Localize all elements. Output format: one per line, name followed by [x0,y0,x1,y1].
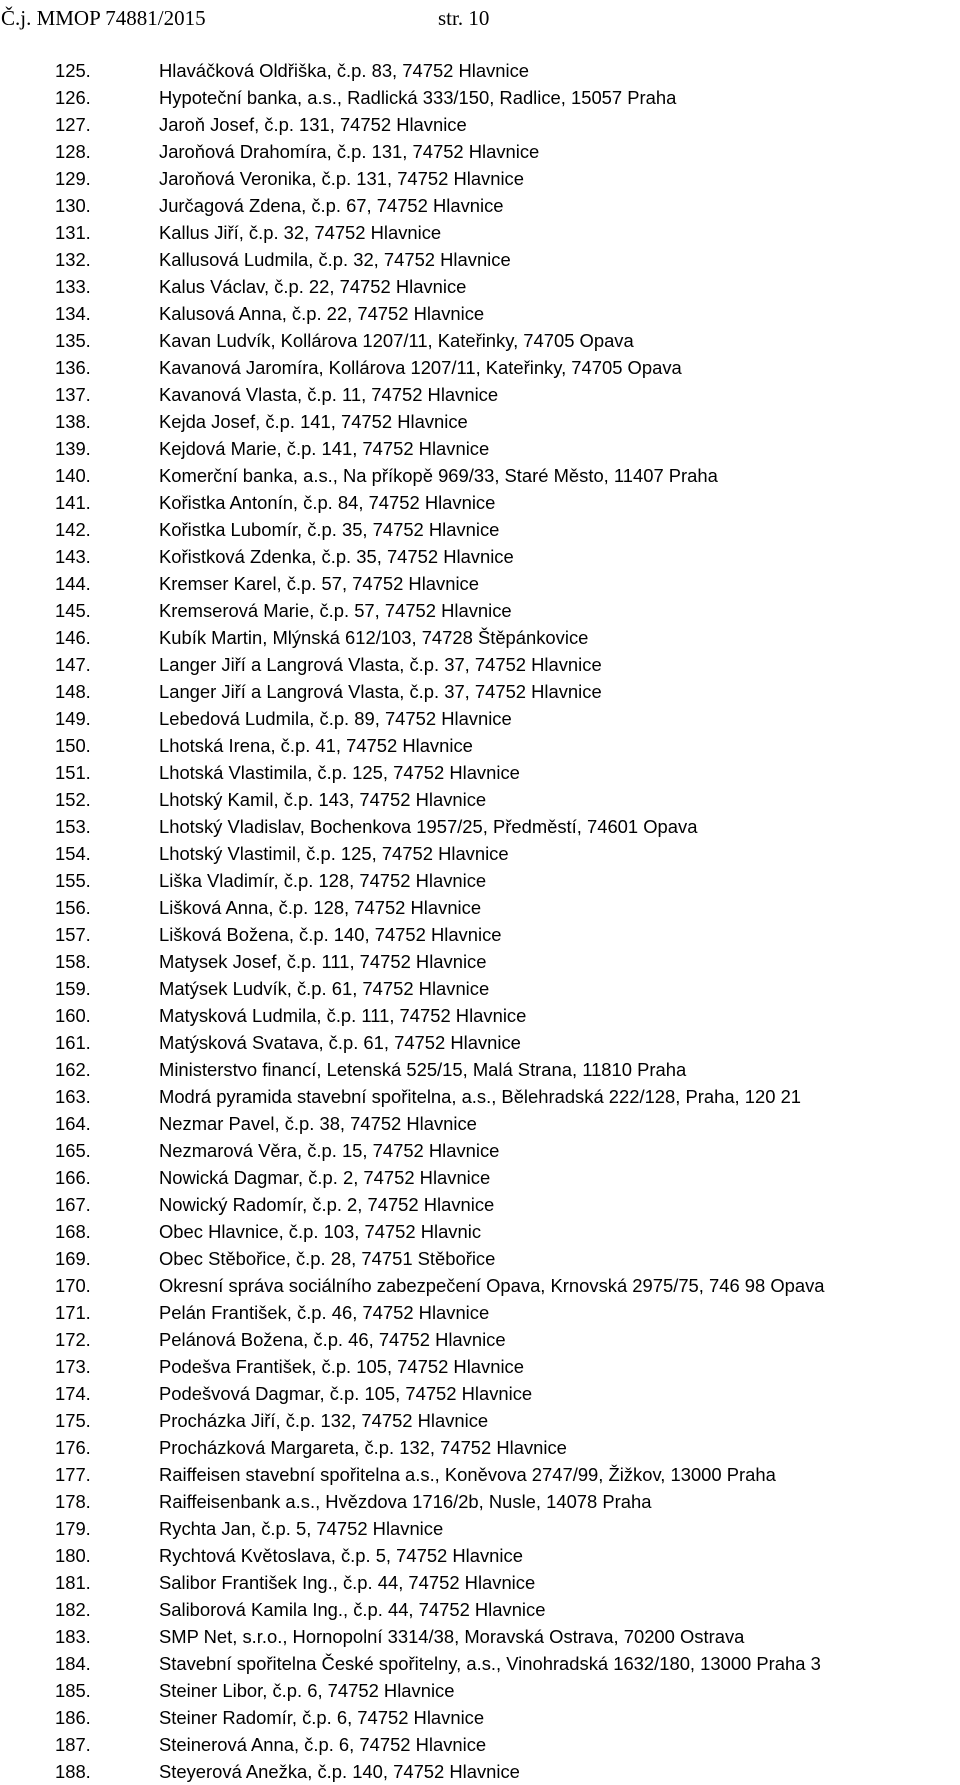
list-item-number: 188. [55,1761,91,1782]
list-item [0,651,960,678]
page-header [0,3,960,33]
list-item-number: 125. [55,60,91,81]
list-item-text: Kalusová Anna, č.p. 22, 74752 Hlavnice [159,303,485,324]
list-item [0,462,960,489]
list-item [0,219,960,246]
list-item-text: Langer Jiří a Langrová Vlasta, č.p. 37, 74752 Hlavnice [159,681,602,702]
list-item-number: 167. [55,1194,91,1215]
list-item-text: Salibor František Ing., č.p. 44, 74752 Hlavnice [159,1572,536,1593]
list-item-number: 176. [55,1437,91,1458]
list-item-number: 174. [55,1383,91,1404]
list-item [0,84,960,111]
list-item [0,1353,960,1380]
list-item-text: Podešva František, č.p. 105, 74752 Hlavnice [159,1356,524,1377]
list-item [0,300,960,327]
list-item-text: Steiner Libor, č.p. 6, 74752 Hlavnice [159,1680,455,1701]
list-item-number: 155. [55,870,91,891]
list-item-number: 165. [55,1140,91,1161]
list-item-number: 179. [55,1518,91,1539]
list-item [0,111,960,138]
list-item-number: 133. [55,276,91,297]
list-item [0,57,960,84]
list-item [0,975,960,1002]
list-item-text: Rychta Jan, č.p. 5, 74752 Hlavnice [159,1518,444,1539]
list-item-text: Liška Vladimír, č.p. 128, 74752 Hlavnice [159,870,487,891]
list-item-number: 141. [55,492,91,513]
list-item-number: 135. [55,330,91,351]
list-item-text: Matysková Ludmila, č.p. 111, 74752 Hlavnice [159,1005,527,1026]
list-item [0,1434,960,1461]
list-item-text: Procházka Jiří, č.p. 132, 74752 Hlavnice [159,1410,489,1431]
list-item [0,813,960,840]
list-item [0,678,960,705]
list-item [0,1191,960,1218]
list-item-text: Kavanová Vlasta, č.p. 11, 74752 Hlavnice [159,384,499,405]
list-item [0,597,960,624]
list-item [0,570,960,597]
list-item-text: Rychtová Květoslava, č.p. 5, 74752 Hlavnice [159,1545,523,1566]
list-item-number: 130. [55,195,91,216]
list-item-number: 168. [55,1221,91,1242]
list-item [0,1623,960,1650]
list-item-number: 128. [55,141,91,162]
list-item-number: 138. [55,411,91,432]
list-item-text: Ministerstvo financí, Letenská 525/15, Malá Strana, 11810 Praha [159,1059,687,1080]
list-item-number: 177. [55,1464,91,1485]
list-item [0,867,960,894]
list-item-number: 146. [55,627,91,648]
list-item-number: 187. [55,1734,91,1755]
list-item-text: Stavební spořitelna České spořitelny, a.s., Vinohradská 1632/180, 13000 Praha 3 [159,1653,821,1674]
list-item-text: Jaroňová Veronika, č.p. 131, 74752 Hlavnice [159,168,524,189]
list-item [0,516,960,543]
list-item-text: Langer Jiří a Langrová Vlasta, č.p. 37, 74752 Hlavnice [159,654,602,675]
list-item-number: 129. [55,168,91,189]
list-item [0,948,960,975]
list-item-text: Lišková Božena, č.p. 140, 74752 Hlavnice [159,924,502,945]
list-item [0,1569,960,1596]
list-item [0,246,960,273]
list-item-number: 156. [55,897,91,918]
list-item [0,1731,960,1758]
list-item-number: 127. [55,114,91,135]
list-item-text: Hypoteční banka, a.s., Radlická 333/150, Radlice, 15057 Praha [159,87,677,108]
list-item [0,1083,960,1110]
list-item [0,273,960,300]
list-item-text: Lhotská Irena, č.p. 41, 74752 Hlavnice [159,735,473,756]
list-item-text: Nowická Dagmar, č.p. 2, 74752 Hlavnice [159,1167,491,1188]
list-item [0,921,960,948]
list-item-text: Matýsek Ludvík, č.p. 61, 74752 Hlavnice [159,978,490,999]
list-item [0,1704,960,1731]
list-item [0,732,960,759]
list-item-text: Nezmarová Věra, č.p. 15, 74752 Hlavnice [159,1140,500,1161]
list-item [0,408,960,435]
list-item-number: 159. [55,978,91,999]
page-number: str. 10 [438,6,490,30]
list-item-text: Kejda Josef, č.p. 141, 74752 Hlavnice [159,411,468,432]
list-item [0,543,960,570]
list-item-number: 154. [55,843,91,864]
list-item [0,1029,960,1056]
list-item [0,705,960,732]
list-item-text: Lhotský Vladislav, Bochenkova 1957/25, Předměstí, 74601 Opava [159,816,698,837]
list-item-number: 144. [55,573,91,594]
list-item-number: 142. [55,519,91,540]
list-item-number: 171. [55,1302,91,1323]
list-item-number: 158. [55,951,91,972]
list-item [0,1515,960,1542]
list-item-text: Kallusová Ludmila, č.p. 32, 74752 Hlavnice [159,249,511,270]
list-item [0,1542,960,1569]
list-item-number: 152. [55,789,91,810]
list-item-text: Podešvová Dagmar, č.p. 105, 74752 Hlavnice [159,1383,533,1404]
list-item-text: Lišková Anna, č.p. 128, 74752 Hlavnice [159,897,482,918]
list-item-number: 149. [55,708,91,729]
list-item [0,786,960,813]
list-item-number: 181. [55,1572,91,1593]
list-item-number: 169. [55,1248,91,1269]
list-item-text: Matysek Josef, č.p. 111, 74752 Hlavnice [159,951,487,972]
list-item [0,1299,960,1326]
list-item-number: 139. [55,438,91,459]
list-item-number: 180. [55,1545,91,1566]
list-item-number: 164. [55,1113,91,1134]
list-item-text: Kremserová Marie, č.p. 57, 74752 Hlavnice [159,600,512,621]
list-item-number: 126. [55,87,91,108]
list-item [0,1245,960,1272]
list-item-text: Kalus Václav, č.p. 22, 74752 Hlavnice [159,276,467,297]
list-item-text: Jurčagová Zdena, č.p. 67, 74752 Hlavnice [159,195,504,216]
list-item-number: 147. [55,654,91,675]
list-item [0,489,960,516]
list-item [0,1677,960,1704]
list-item-text: Procházková Margareta, č.p. 132, 74752 Hlavnice [159,1437,567,1458]
list-item-number: 131. [55,222,91,243]
list-item [0,1407,960,1434]
list-item [0,894,960,921]
list-item [0,1461,960,1488]
list-item-text: Jaroň Josef, č.p. 131, 74752 Hlavnice [159,114,467,135]
list-item [0,840,960,867]
list-item [0,1002,960,1029]
list-item-text: Obec Stěbořice, č.p. 28, 74751 Stěbořice [159,1248,496,1269]
list-item-text: Kubík Martin, Mlýnská 612/103, 74728 Štěpánkovice [159,627,589,648]
list-item-text: Steiner Radomír, č.p. 6, 74752 Hlavnice [159,1707,485,1728]
list-item-number: 183. [55,1626,91,1647]
list-item-number: 175. [55,1410,91,1431]
list-item-text: Okresní správa sociálního zabezpečení Opava, Krnovská 2975/75, 746 98 Opava [159,1275,825,1296]
list-item-text: Kořistka Antonín, č.p. 84, 74752 Hlavnice [159,492,496,513]
list-item-number: 148. [55,681,91,702]
list-item-text: Lhotský Kamil, č.p. 143, 74752 Hlavnice [159,789,487,810]
list-item [0,1596,960,1623]
list-item [0,192,960,219]
list-item [0,1218,960,1245]
list-item [0,354,960,381]
list-item-text: Kremser Karel, č.p. 57, 74752 Hlavnice [159,573,479,594]
list-item [0,1488,960,1515]
list-item-text: Pelánová Božena, č.p. 46, 74752 Hlavnice [159,1329,506,1350]
list-item-text: Raiffeisen stavební spořitelna a.s., Koněvova 2747/99, Žižkov, 13000 Praha [159,1464,776,1485]
list-item-text: Kallus Jiří, č.p. 32, 74752 Hlavnice [159,222,442,243]
list-item-text: Kořistka Lubomír, č.p. 35, 74752 Hlavnice [159,519,500,540]
list-item-text: Hlaváčková Oldřiška, č.p. 83, 74752 Hlavnice [159,60,530,81]
list-item-text: SMP Net, s.r.o., Hornopolní 3314/38, Moravská Ostrava, 70200 Ostrava [159,1626,745,1647]
list-item-number: 173. [55,1356,91,1377]
list-item-text: Steyerová Anežka, č.p. 140, 74752 Hlavnice [159,1761,520,1782]
list-item-text: Steinerová Anna, č.p. 6, 74752 Hlavnice [159,1734,487,1755]
list-item-text: Kořistková Zdenka, č.p. 35, 74752 Hlavnice [159,546,514,567]
list-item-number: 163. [55,1086,91,1107]
list-item-number: 182. [55,1599,91,1620]
list-item [0,1326,960,1353]
list-item-number: 162. [55,1059,91,1080]
list-item [0,1110,960,1137]
list-item-text: Kavanová Jaromíra, Kollárova 1207/11, Kateřinky, 74705 Opava [159,357,682,378]
list-item-number: 160. [55,1005,91,1026]
list-item-text: Kavan Ludvík, Kollárova 1207/11, Kateřinky, 74705 Opava [159,330,634,351]
list-item-number: 153. [55,816,91,837]
list-item-number: 136. [55,357,91,378]
list-item [0,1650,960,1677]
list-item-text: Pelán František, č.p. 46, 74752 Hlavnice [159,1302,490,1323]
list-item [0,759,960,786]
list-item-text: Raiffeisenbank a.s., Hvězdova 1716/2b, Nusle, 14078 Praha [159,1491,652,1512]
list-item [0,381,960,408]
list-item-text: Modrá pyramida stavební spořitelna, a.s., Bělehradská 222/128, Praha, 120 21 [159,1086,802,1107]
list-item-text: Komerční banka, a.s., Na příkopě 969/33, Staré Město, 11407 Praha [159,465,718,486]
list-item-text: Saliborová Kamila Ing., č.p. 44, 74752 Hlavnice [159,1599,546,1620]
list-item-number: 150. [55,735,91,756]
owner-list [0,57,960,1785]
list-item [0,165,960,192]
list-item-number: 166. [55,1167,91,1188]
list-item [0,1056,960,1083]
list-item-number: 157. [55,924,91,945]
list-item-number: 178. [55,1491,91,1512]
list-item-number: 140. [55,465,91,486]
list-item-number: 161. [55,1032,91,1053]
list-item-text: Jaroňová Drahomíra, č.p. 131, 74752 Hlavnice [159,141,540,162]
list-item-number: 186. [55,1707,91,1728]
list-item-number: 185. [55,1680,91,1701]
list-item-number: 145. [55,600,91,621]
list-item-text: Lebedová Ludmila, č.p. 89, 74752 Hlavnice [159,708,512,729]
list-item [0,138,960,165]
list-item [0,435,960,462]
list-item-text: Lhotská Vlastimila, č.p. 125, 74752 Hlavnice [159,762,520,783]
list-item-text: Nowický Radomír, č.p. 2, 74752 Hlavnice [159,1194,495,1215]
list-item-number: 132. [55,249,91,270]
list-item [0,1272,960,1299]
list-item-text: Lhotský Vlastimil, č.p. 125, 74752 Hlavnice [159,843,509,864]
list-item-number: 170. [55,1275,91,1296]
list-item [0,327,960,354]
list-item [0,1758,960,1785]
list-item-number: 143. [55,546,91,567]
list-item-number: 151. [55,762,91,783]
list-item [0,1380,960,1407]
list-item [0,1137,960,1164]
list-item-text: Nezmar Pavel, č.p. 38, 74752 Hlavnice [159,1113,477,1134]
list-item [0,1164,960,1191]
list-item-number: 184. [55,1653,91,1674]
list-item-text: Kejdová Marie, č.p. 141, 74752 Hlavnice [159,438,490,459]
list-item-number: 137. [55,384,91,405]
document-reference-number: Č.j. MMOP 74881/2015 [1,6,206,30]
list-item-text: Matýsková Svatava, č.p. 61, 74752 Hlavnice [159,1032,521,1053]
list-item-text: Obec Hlavnice, č.p. 103, 74752 Hlavnic [159,1221,482,1242]
list-item-number: 172. [55,1329,91,1350]
list-item [0,624,960,651]
list-item-number: 134. [55,303,91,324]
